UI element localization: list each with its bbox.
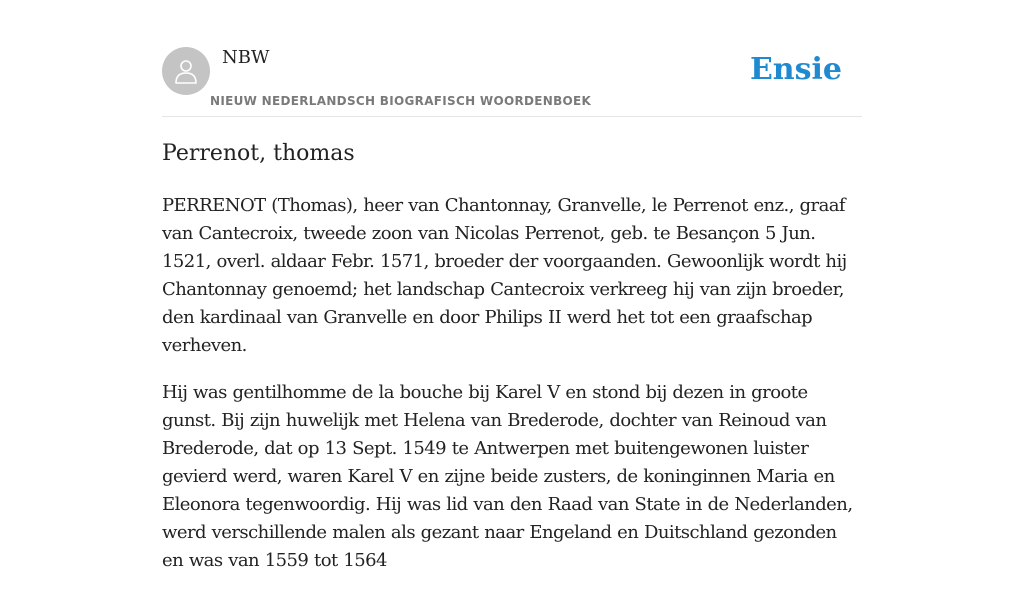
source-avatar[interactable] <box>162 47 210 95</box>
article-page <box>162 0 862 571</box>
article-paragraph: Hij was gentilhomme de la bouche bij Karel V en stond bij dezen in groote gunst. Bij zijn huwelijk met Helena van Brederode, dochter van Reinoud van Brederode, dat op 13 Sept. 1549 te Antwerpen met buitengewonen luister gevierd werd, waren Karel V en zijne beide zusters, de koninginnen Maria en Eleonora tegenwoordig. Hij was lid van den Raad van State in de Nederlanden, werd verschillende malen als gezant naar Engeland en Duitschland gezonden en was van 1559 tot 1564 <box>162 382 853 571</box>
user-silhouette-icon <box>171 56 201 86</box>
source-short-name[interactable]: NBW <box>222 47 270 68</box>
article-title: Perrenot, thomas <box>162 141 355 166</box>
article-paragraph: PERRENOT (Thomas), heer van Chantonnay, Granvelle, le Perrenot enz., graaf van Cantecroix, tweede zoon van Nicolas Perrenot, geb. te Besançon 5 Jun. 1521, overl. aldaar Febr. 1571, broeder der voorgaanden. Gewoonlijk wordt hij Chantonnay genoemd; het landschap Cantecroix verkreeg hij van zijn broeder, den kardinaal van Granvelle en door Philips II werd het tot een graafschap verheven. <box>162 195 847 356</box>
ensie-logo[interactable]: Ensie <box>749 52 842 87</box>
source-header <box>162 0 862 117</box>
article-body <box>162 192 862 594</box>
source-full-name: NIEUW NEDERLANDSCH BIOGRAFISCH WOORDENBOEK <box>210 94 592 108</box>
